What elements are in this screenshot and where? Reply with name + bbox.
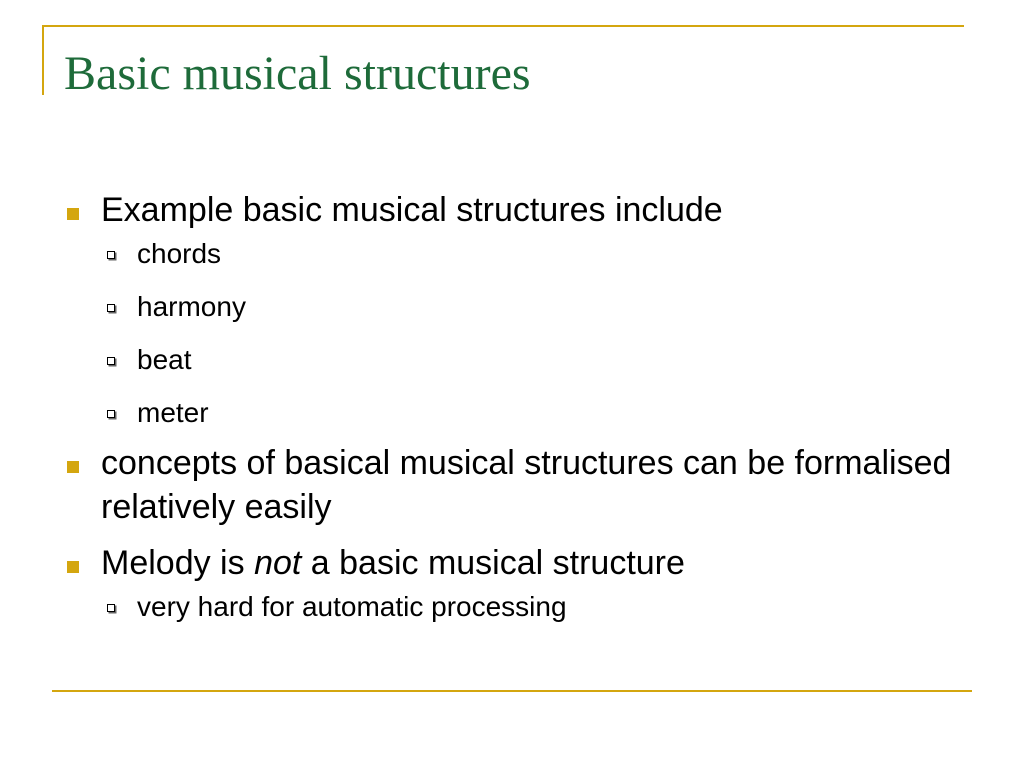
sub-bullet-list	[101, 589, 974, 625]
sub-bullet-text: very hard for automatic processing	[137, 591, 567, 622]
sub-bullet-item	[101, 395, 974, 431]
bullet-text-suffix: a basic musical structure	[301, 544, 685, 582]
filled-square-bullet-icon	[67, 561, 79, 573]
frame-top-line	[42, 25, 964, 27]
hollow-square-bullet-icon	[107, 410, 115, 418]
sub-bullet-text: beat	[137, 344, 192, 375]
hollow-square-bullet-icon	[107, 357, 115, 365]
hollow-square-bullet-icon	[107, 604, 115, 612]
filled-square-bullet-icon	[67, 461, 79, 473]
sub-bullet-text: harmony	[137, 291, 246, 322]
hollow-square-bullet-icon	[107, 304, 115, 312]
sub-bullet-item	[101, 289, 974, 325]
filled-square-bullet-icon	[67, 208, 79, 220]
bullet-text-emphasis: not	[254, 544, 302, 582]
bullet-item	[64, 188, 974, 431]
sub-bullet-text: chords	[137, 238, 222, 269]
sub-bullet-item	[101, 342, 974, 378]
bullet-item	[64, 441, 974, 529]
bullet-text: concepts of basical musical structures can be formalised relatively easily	[101, 444, 952, 526]
slide-title: Basic musical structures	[64, 47, 531, 100]
sub-bullet-item	[101, 589, 974, 625]
bullet-list	[64, 188, 974, 637]
bullet-item	[64, 541, 974, 625]
sub-bullet-list	[101, 236, 974, 431]
bullet-text: Example basic musical structures include	[101, 191, 723, 229]
frame-left-line	[42, 25, 44, 95]
bullet-text-prefix: Melody is	[101, 544, 255, 582]
sub-bullet-item	[101, 236, 974, 272]
bullet-text	[101, 544, 685, 582]
hollow-square-bullet-icon	[107, 251, 115, 259]
sub-bullet-text: meter	[137, 397, 209, 428]
frame-bottom-line	[52, 690, 972, 692]
